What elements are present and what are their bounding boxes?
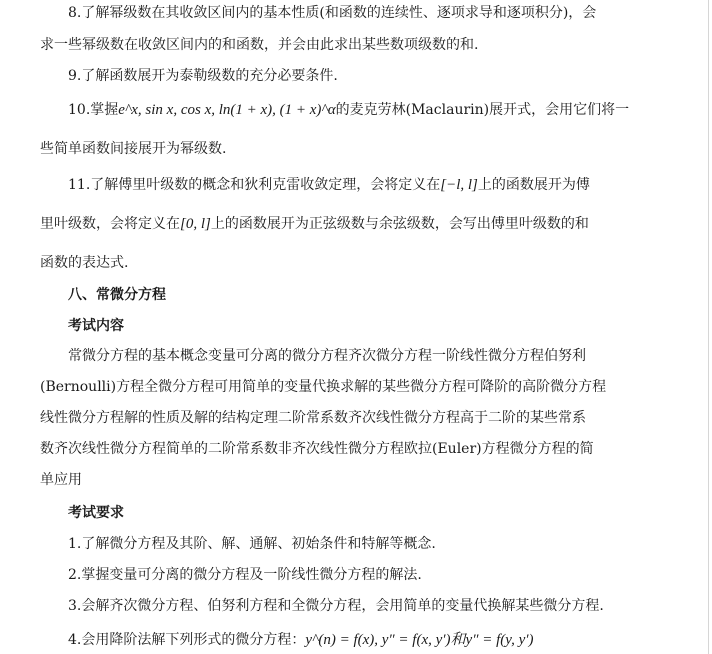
text-line: 3.会解齐次微分方程、伯努利方程和全微分方程，会用简单的变量代换解某些微分方程. xyxy=(68,598,604,614)
text-line: 常微分方程的基本概念变量可分离的微分方程齐次微分方程一阶线性微分方程伯努利 xyxy=(68,348,586,364)
text-line: 单应用 xyxy=(40,472,82,488)
text-line xyxy=(68,631,534,649)
section-heading: 八、常微分方程 xyxy=(68,287,166,303)
text-fragment: 上的函数展开为正弦级数与余弦级数，会写出傅里叶级数的和 xyxy=(210,216,589,232)
page-edge-divider xyxy=(708,0,709,654)
subsection-heading: 考试内容 xyxy=(68,318,124,334)
text-fragment: 上的函数展开为傅 xyxy=(477,177,590,193)
text-line: 1.了解微分方程及其阶、解、通解、初始条件和特解等概念. xyxy=(68,536,436,552)
text-line: 些简单函数间接展开为幂级数. xyxy=(40,141,227,157)
text-fragment: 里叶级数，会将定义在 xyxy=(40,216,180,232)
text-line: 8.了解幂级数在其收敛区间内的基本性质(和函数的连续性、逐项求导和逐项积分)，会 xyxy=(68,5,597,21)
text-fragment: 10.掌握 xyxy=(68,102,119,118)
math-formula: e^x, sin x, cos x, ln(1 + x), (1 + x)^α xyxy=(118,102,336,118)
text-line: 9.了解函数展开为泰勒级数的充分必要条件. xyxy=(68,68,338,84)
text-line: 数齐次线性微分方程简单的二阶常系数非齐次线性微分方程欧拉(Euler)方程微分方程的简 xyxy=(40,441,594,457)
text-line: (Bernoulli)方程全微分方程可用简单的变量代换求解的某些微分方程可降阶的高阶微分方程 xyxy=(40,379,607,395)
math-formula: y^(n) = f(x), y″ = f(x, y′)和y″ = f(y, y′) xyxy=(305,632,534,648)
text-line: 求一些幂级数在收敛区间内的和函数，并会由此求出某些数项级数的和. xyxy=(40,37,479,53)
math-formula: [−l, l] xyxy=(440,177,478,193)
math-formula: [0, l] xyxy=(180,216,211,232)
text-line xyxy=(40,215,589,233)
text-line: 2.掌握变量可分离的微分方程及一阶线性微分方程的解法. xyxy=(68,567,422,583)
text-fragment: 的麦克劳林(Maclaurin)展开式，会用它们将一 xyxy=(335,102,630,118)
text-fragment: 4.会用降阶法解下列形式的微分方程： xyxy=(68,632,306,648)
text-line xyxy=(68,101,629,119)
subsection-heading: 考试要求 xyxy=(68,505,124,521)
text-fragment: 11.了解傅里叶级数的概念和狄利克雷收敛定理，会将定义在 xyxy=(68,177,441,193)
text-line: 函数的表达式. xyxy=(40,255,129,271)
text-line xyxy=(68,176,590,194)
text-line: 线性微分方程解的性质及解的结构定理二阶常系数齐次线性微分方程高于二阶的某些常系 xyxy=(40,410,586,426)
